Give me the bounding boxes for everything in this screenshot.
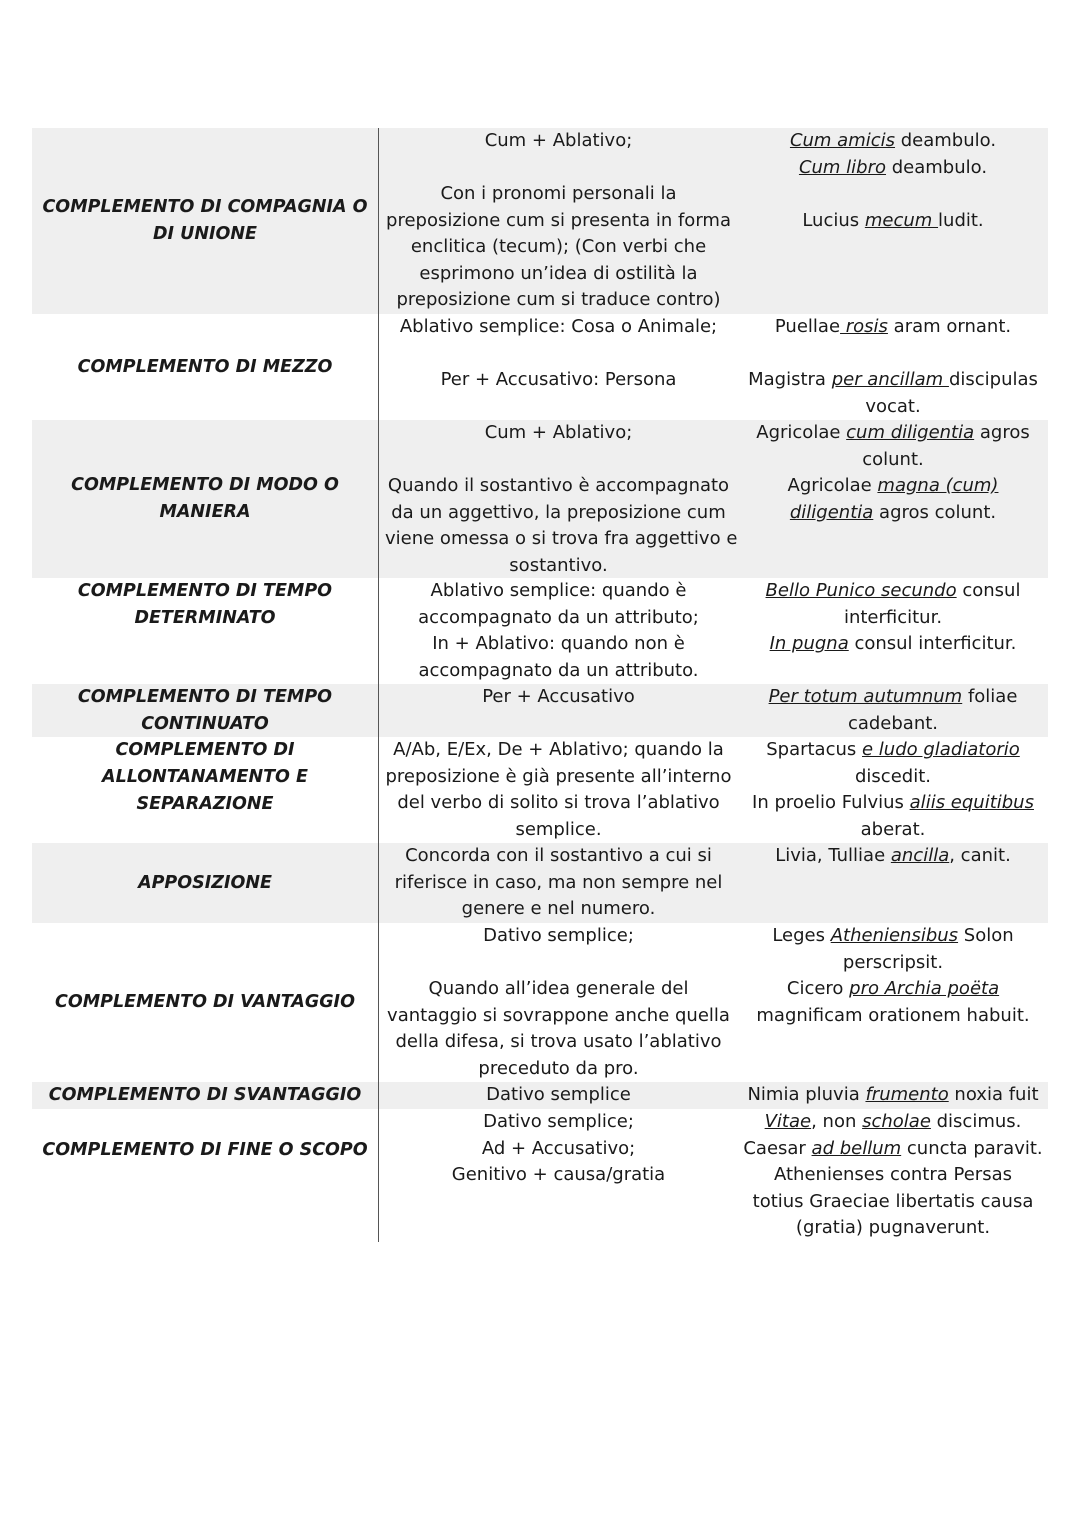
grammar-table xyxy=(32,128,1048,1242)
example-line xyxy=(742,447,1044,474)
example-line xyxy=(742,341,1044,368)
table-row xyxy=(32,420,1048,578)
highlighted-phrase: In pugna xyxy=(769,633,849,654)
complement-name-line: COMPLEMENTO DI TEMPO xyxy=(77,686,333,707)
rule-line xyxy=(385,155,732,182)
rule-line: In + Ablativo: quando non è xyxy=(432,633,685,654)
example-line xyxy=(742,420,1044,447)
example-text xyxy=(738,1082,1048,1109)
table-row xyxy=(32,1109,1048,1242)
example-line xyxy=(742,950,1044,977)
complement-name-text xyxy=(42,1109,367,1164)
rule-line: della difesa, si trova usato l’ablativo xyxy=(395,1031,722,1052)
rule-line: viene omessa o si trova fra aggettivo e xyxy=(385,528,738,549)
example-word: Cicero xyxy=(786,978,850,999)
example-word: Agricolae xyxy=(756,422,847,443)
rule-text xyxy=(378,923,738,1082)
complement-name-text xyxy=(138,870,272,897)
complement-name-text xyxy=(55,989,355,1016)
example-text xyxy=(738,843,1048,923)
example-word: magnificam orationem habuit. xyxy=(756,1004,1030,1026)
rule-line: Dativo semplice xyxy=(486,1084,631,1105)
rule-text xyxy=(378,1109,738,1242)
example-line xyxy=(742,1136,1044,1163)
complement-name-line: COMPLEMENTO DI FINE O SCOPO xyxy=(42,1140,368,1160)
rule-text xyxy=(378,684,738,737)
complement-name xyxy=(32,314,378,420)
rule-line: Ad + Accusativo; xyxy=(481,1137,636,1159)
highlighted-phrase: magna (cum) xyxy=(877,475,999,496)
rule-line: sostantivo. xyxy=(509,554,608,576)
example-line xyxy=(742,1215,1044,1242)
rule-line xyxy=(385,447,732,474)
example-word: Puellae xyxy=(774,316,841,337)
example-line xyxy=(742,1082,1044,1109)
example-text xyxy=(738,578,1048,684)
example-line xyxy=(742,367,1044,394)
rule-line: accompagnato da un attributo; xyxy=(418,606,699,628)
rule-line: riferisce in caso, ma non sempre nel xyxy=(394,871,723,893)
example-word: Solon xyxy=(958,925,1014,946)
complement-name xyxy=(32,843,378,923)
highlighted-phrase: ad bellum xyxy=(811,1137,902,1159)
rule-line: accompagnato da un attributo. xyxy=(418,659,699,681)
example-text xyxy=(738,923,1048,1082)
complement-name-text xyxy=(102,737,308,818)
highlighted-phrase: Cum libro xyxy=(798,156,887,178)
rule-line: preposizione cum si traduce contro) xyxy=(396,289,721,310)
example-word: Spartacus xyxy=(766,739,862,760)
highlighted-phrase: frumento xyxy=(865,1084,949,1105)
example-line xyxy=(742,923,1044,950)
example-line xyxy=(742,684,1044,711)
rule-text xyxy=(378,420,738,578)
rule-line: preceduto da pro. xyxy=(478,1057,639,1079)
example-word: Lucius xyxy=(802,209,865,231)
table-row xyxy=(32,578,1048,684)
example-word: discimus. xyxy=(930,1111,1022,1132)
example-word: Livia, Tulliae xyxy=(775,845,891,866)
example-text xyxy=(738,128,1048,314)
complement-name-line: COMPLEMENTO DI TEMPO xyxy=(77,581,333,601)
example-word: In proelio Fulvius xyxy=(752,792,910,813)
example-word: aberat. xyxy=(860,818,926,840)
example-word: deambulo. xyxy=(886,156,988,178)
example-word: Nimia pluvia xyxy=(747,1084,866,1105)
rule-line: Dativo semplice; xyxy=(483,925,634,946)
example-word: cadebant. xyxy=(847,712,939,734)
complement-name-text xyxy=(78,684,332,738)
highlighted-phrase: Bello Punico secundo xyxy=(765,580,957,601)
example-word: , non xyxy=(811,1111,863,1132)
example-word: colunt. xyxy=(862,448,924,470)
complement-name-text xyxy=(78,578,332,632)
example-line xyxy=(742,1109,1044,1136)
rule-line: Quando il sostantivo è accompagnato xyxy=(387,475,730,496)
example-text xyxy=(738,737,1048,843)
example-line xyxy=(742,500,1044,527)
example-line xyxy=(742,578,1044,605)
example-line xyxy=(742,631,1044,658)
example-word: foliae xyxy=(962,686,1018,707)
complement-name-line: DI UNIONE xyxy=(153,224,257,244)
example-word: consul xyxy=(956,580,1021,601)
highlighted-phrase: per ancillam xyxy=(831,369,949,390)
rule-line: Cum + Ablativo; xyxy=(484,130,633,151)
example-text xyxy=(738,1109,1048,1242)
example-word: interficitur. xyxy=(843,606,943,628)
example-text xyxy=(738,684,1048,737)
rule-line: Con i pronomi personali la xyxy=(440,183,677,204)
highlighted-phrase: Atheniensibus xyxy=(830,925,959,946)
example-word: discedit. xyxy=(855,765,931,787)
example-line xyxy=(742,605,1044,632)
example-line xyxy=(742,711,1044,738)
rule-text xyxy=(378,314,738,420)
example-line xyxy=(742,208,1044,235)
example-word: discipulas xyxy=(948,369,1038,390)
rule-text xyxy=(378,843,738,923)
complement-name xyxy=(32,1082,378,1109)
rule-line: Quando all’idea generale del xyxy=(428,978,689,999)
example-text xyxy=(738,420,1048,578)
complement-name-text xyxy=(71,472,339,526)
rule-text xyxy=(378,1082,738,1109)
example-word: agros colunt. xyxy=(873,501,997,523)
highlighted-phrase: Per totum autumnum xyxy=(768,686,963,707)
highlighted-phrase: Cum amicis xyxy=(789,130,896,151)
example-line xyxy=(742,155,1044,182)
example-line xyxy=(742,314,1044,341)
complement-name xyxy=(32,1109,378,1242)
example-word: aram ornant. xyxy=(887,316,1012,337)
rule-line: Cum + Ablativo; xyxy=(484,422,633,443)
highlighted-phrase: scholae xyxy=(862,1111,931,1132)
example-line xyxy=(742,817,1044,844)
complement-name xyxy=(32,923,378,1082)
example-word: Athenienses contra Persas xyxy=(774,1164,1012,1185)
complement-name-text xyxy=(49,1082,362,1109)
rule-line: Per + Accusativo: Persona xyxy=(440,369,677,390)
rule-line: Per + Accusativo xyxy=(482,686,635,707)
table-row xyxy=(32,923,1048,1082)
example-word: perscripsit. xyxy=(842,951,944,973)
example-line xyxy=(742,128,1044,155)
complement-name-line: COMPLEMENTO DI xyxy=(115,740,295,760)
complement-name-line: COMPLEMENTO DI VANTAGGIO xyxy=(55,992,355,1012)
example-word: Magistra xyxy=(748,369,832,390)
complement-name xyxy=(32,128,378,314)
complement-name-text xyxy=(42,194,367,248)
rule-text xyxy=(378,578,738,684)
table-row xyxy=(32,128,1048,314)
example-word: Caesar xyxy=(743,1137,812,1159)
highlighted-phrase: ancilla xyxy=(890,845,950,866)
table-row xyxy=(32,314,1048,420)
example-line xyxy=(742,394,1044,421)
complement-name-line: DETERMINATO xyxy=(134,608,276,628)
complement-name-line: COMPLEMENTO DI MEZZO xyxy=(77,356,333,377)
rule-line: preposizione è già presente all’interno xyxy=(385,765,732,787)
example-text xyxy=(738,314,1048,420)
rule-line: esprimono un’idea di ostilità la xyxy=(419,262,698,284)
rule-line xyxy=(385,950,732,977)
complement-name-line: COMPLEMENTO DI SVANTAGGIO xyxy=(48,1085,362,1105)
complement-name xyxy=(32,578,378,684)
complement-name-line: APPOSIZIONE xyxy=(138,872,272,893)
rule-line: Ablativo semplice: quando è xyxy=(430,580,687,601)
example-line xyxy=(742,976,1044,1003)
complement-name-line: CONTINUATO xyxy=(141,713,269,734)
rule-line: Genitivo + causa/gratia xyxy=(451,1164,666,1185)
rule-text xyxy=(378,737,738,843)
highlighted-phrase: Vitae xyxy=(764,1111,812,1132)
example-word: agros xyxy=(974,422,1030,443)
complement-name-line: COMPLEMENTO DI MODO O xyxy=(71,475,339,495)
rule-line: preposizione cum si presenta in forma xyxy=(386,209,731,231)
highlighted-phrase: rosis xyxy=(840,316,888,337)
rule-line: da un aggettivo, la preposizione cum xyxy=(391,501,726,523)
example-word: cuncta paravit. xyxy=(901,1137,1043,1159)
rule-line: A/Ab, E/Ex, De + Ablativo; quando la xyxy=(393,739,724,760)
rule-line: semplice. xyxy=(515,818,602,840)
example-word: (gratia) pugnaverunt. xyxy=(795,1217,991,1238)
complement-name-line: MANIERA xyxy=(159,502,251,522)
rule-text xyxy=(378,128,738,314)
highlighted-phrase: mecum xyxy=(864,209,939,231)
example-word: Leges xyxy=(772,925,831,946)
highlighted-phrase: pro Archia poëta xyxy=(849,978,1000,999)
rule-line: genere e nel numero. xyxy=(461,898,656,919)
example-line xyxy=(742,181,1044,208)
example-line xyxy=(742,473,1044,500)
rule-line: vantaggio si sovrappone anche quella xyxy=(387,1004,730,1026)
example-line xyxy=(742,1189,1044,1216)
highlighted-phrase: aliis equitibus xyxy=(909,792,1034,813)
complement-name-line: ALLONTANAMENTO E xyxy=(102,767,308,787)
example-line xyxy=(742,1162,1044,1189)
complement-name xyxy=(32,737,378,843)
example-word: vocat. xyxy=(865,395,921,417)
complement-name-line: SEPARAZIONE xyxy=(136,794,274,814)
example-word: totius Graeciae libertatis causa xyxy=(752,1190,1034,1212)
table-row xyxy=(32,843,1048,923)
example-word: consul interficitur. xyxy=(848,633,1017,654)
example-word: noxia fuit xyxy=(948,1084,1039,1105)
table-row xyxy=(32,737,1048,843)
example-word: , canit. xyxy=(949,845,1011,866)
highlighted-phrase: diligentia xyxy=(789,501,874,523)
highlighted-phrase: cum diligentia xyxy=(846,422,975,443)
example-line xyxy=(742,843,1044,870)
rule-line: Dativo semplice; xyxy=(483,1111,634,1132)
rule-line: enclitica (tecum); (Con verbi che xyxy=(410,236,707,257)
rule-line: del verbo di solito si trova l’ablativo xyxy=(397,792,720,813)
example-word: ludit. xyxy=(938,209,984,231)
example-word: deambulo. xyxy=(895,130,997,151)
example-word: Agricolae xyxy=(787,475,878,496)
table-row xyxy=(32,1082,1048,1109)
example-line xyxy=(742,790,1044,817)
rule-line xyxy=(385,341,732,368)
complement-name xyxy=(32,684,378,737)
table-row xyxy=(32,684,1048,737)
rule-line: Concorda con il sostantivo a cui si xyxy=(405,845,712,866)
example-line xyxy=(742,1003,1044,1030)
complement-name-line: COMPLEMENTO DI COMPAGNIA O xyxy=(42,197,368,217)
complement-name xyxy=(32,420,378,578)
example-line xyxy=(742,764,1044,791)
rule-line: Ablativo semplice: Cosa o Animale; xyxy=(399,316,718,337)
highlighted-phrase: e ludo gladiatorio xyxy=(862,739,1020,760)
example-line xyxy=(742,737,1044,764)
complement-name-text xyxy=(78,354,333,381)
